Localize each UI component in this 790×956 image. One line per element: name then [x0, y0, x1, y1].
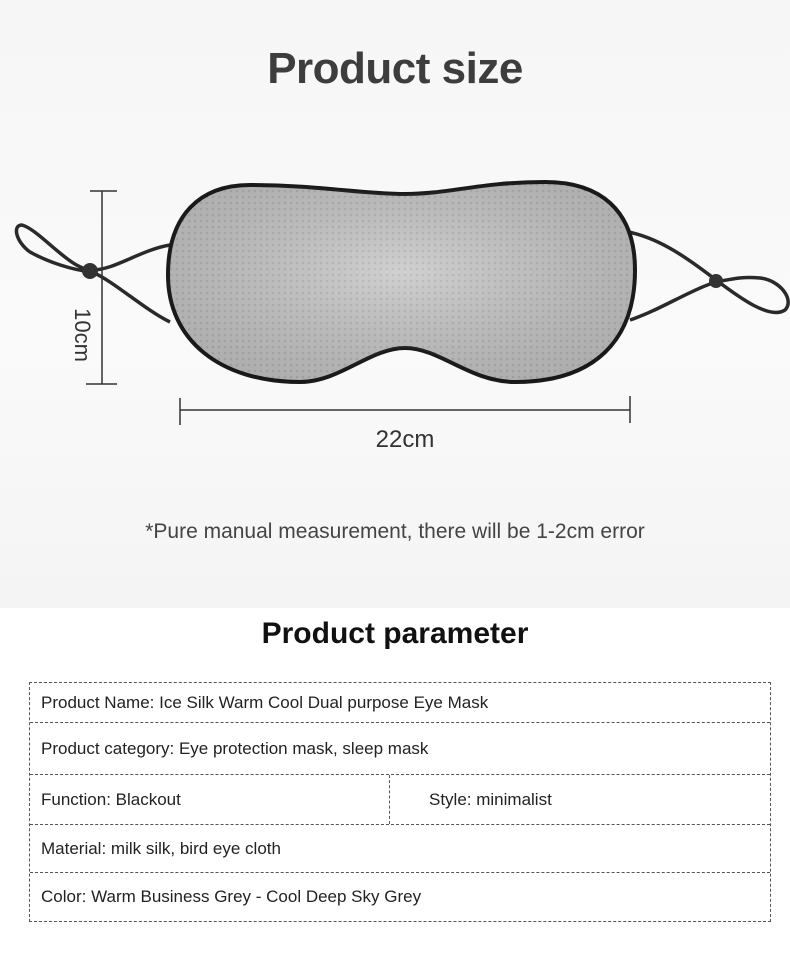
table-row: [30, 723, 770, 775]
eye-mask-image: [0, 170, 790, 440]
product-name-cell: Product Name: Ice Silk Warm Cool Dual purpose Eye Mask: [41, 692, 489, 712]
height-label: 10cm: [70, 308, 95, 362]
style-cell: Style: minimalist: [429, 789, 552, 809]
page-title: Product size: [267, 44, 523, 93]
color-cell: Color: Warm Business Grey - Cool Deep Sky Grey: [41, 887, 422, 906]
table-row: [30, 683, 770, 723]
table-row: [30, 873, 770, 921]
product-category-cell: Product category: Eye protection mask, sleep mask: [41, 738, 429, 758]
width-label: 22cm: [375, 426, 435, 453]
left-strap-bead: [82, 263, 98, 279]
right-strap: [628, 232, 788, 320]
parameters-title: Product parameter: [261, 617, 529, 650]
measurement-note: *Pure manual measurement, there will be 1-2cm error: [145, 520, 645, 543]
material-cell: Material: milk silk, bird eye cloth: [41, 838, 281, 858]
table-row: [30, 825, 770, 873]
parameters-table: [29, 682, 771, 922]
right-strap-bead: [709, 274, 723, 288]
function-cell: Function: Blackout: [30, 775, 390, 824]
width-dimension-line: [180, 396, 630, 425]
table-row: [30, 775, 770, 825]
